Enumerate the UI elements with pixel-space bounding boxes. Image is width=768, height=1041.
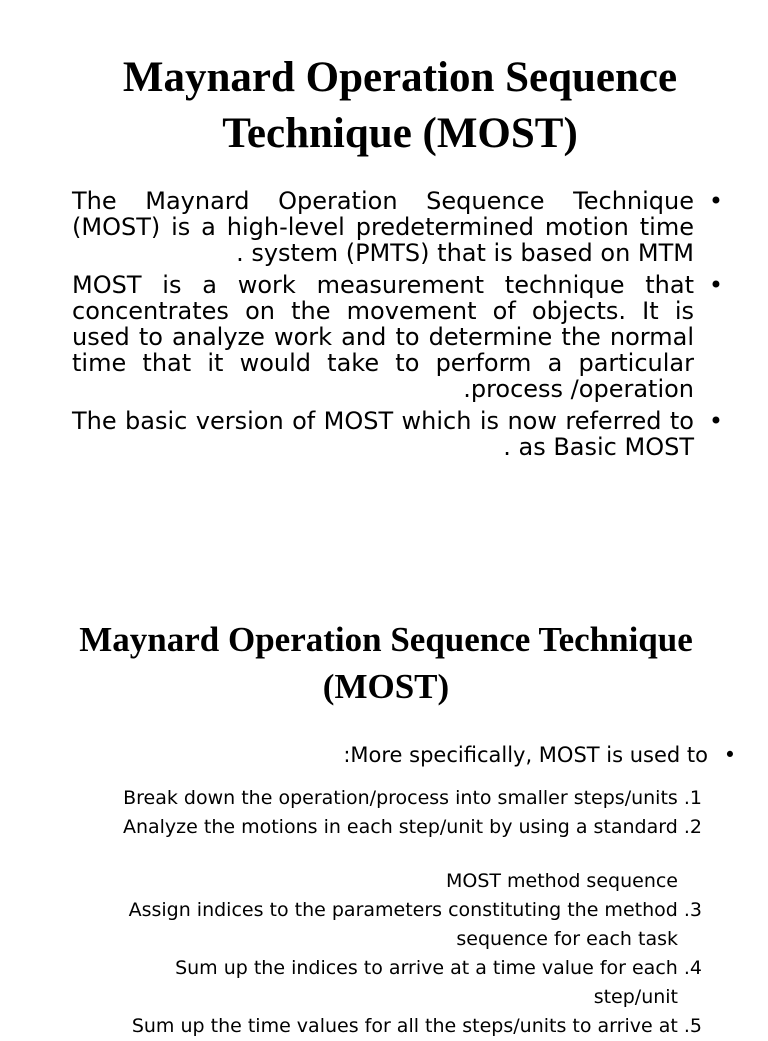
slide-1-bullet-list bbox=[72, 187, 723, 466]
step-text: 2. Analyze the motions in each step/unit by using a standard bbox=[122, 816, 702, 838]
bullet-dot: • bbox=[708, 271, 723, 299]
step-item bbox=[20, 813, 702, 896]
bullet-text: MOST is a work measurement technique that concentrates on the movement of objects. It is used to analyze work and to determine the normal time that it would take to perform a particular process /operation. bbox=[72, 271, 694, 403]
step-item bbox=[20, 954, 702, 1012]
slide-2 bbox=[0, 600, 768, 1037]
step-item bbox=[20, 1012, 702, 1041]
step-item bbox=[20, 896, 702, 954]
slide-1-title-line-2: Technique (MOST) bbox=[222, 110, 578, 157]
slide-2-title-line-2: (MOST) bbox=[322, 667, 450, 706]
step-list bbox=[20, 784, 702, 1041]
step-continuation: step/unit bbox=[593, 986, 678, 1008]
intro-bullet bbox=[40, 742, 737, 768]
bullet-text: The Maynard Operation Sequence Technique (MOST) is a high-level predetermined motion time system (PMTS) that is based on MTM . bbox=[72, 187, 694, 267]
step-text: 3. Assign indices to the parameters constituting the method bbox=[128, 899, 702, 921]
step-text: 5. Sum up the time values for all the steps/units to arrive at bbox=[131, 1015, 702, 1037]
bullet-dot: • bbox=[708, 187, 723, 215]
step-continuation: sequence for each task bbox=[456, 928, 678, 950]
intro-text: More specifically, MOST is used to: bbox=[343, 743, 708, 767]
slide-2-title-line-1: Maynard Operation Sequence Technique bbox=[79, 620, 693, 659]
step-text: 4. Sum up the indices to arrive at a time value for each bbox=[175, 957, 702, 979]
bullet-item bbox=[72, 271, 723, 403]
step-item bbox=[20, 784, 702, 813]
bullet-dot: • bbox=[723, 743, 737, 767]
bullet-dot: • bbox=[708, 407, 723, 435]
slide-1-title bbox=[50, 50, 750, 162]
bullet-item bbox=[72, 407, 723, 461]
slide-2-title bbox=[30, 616, 742, 710]
step-continuation: MOST method sequence bbox=[445, 870, 678, 892]
slide-1-title-line-1: Maynard Operation Sequence bbox=[122, 54, 678, 101]
bullet-text: The basic version of MOST which is now referred to as Basic MOST . bbox=[72, 407, 694, 461]
step-text: 1. Break down the operation/process into smaller steps/units bbox=[123, 787, 702, 809]
bullet-item bbox=[72, 187, 723, 267]
